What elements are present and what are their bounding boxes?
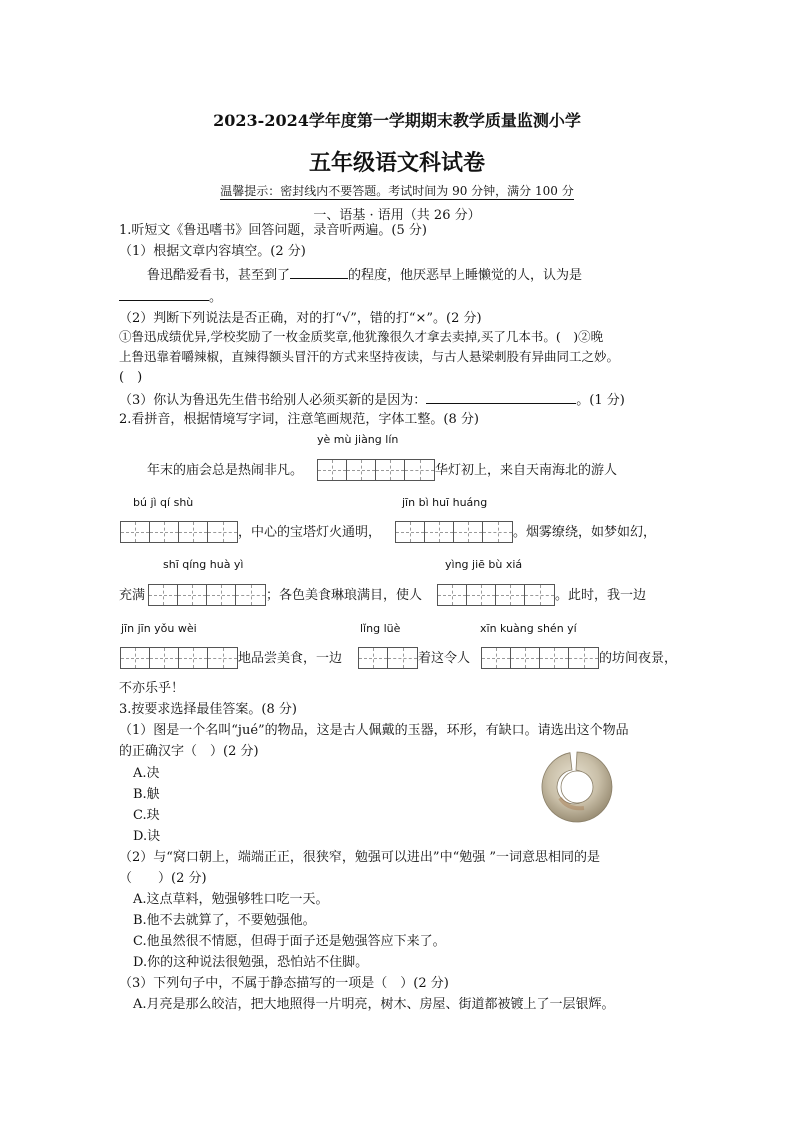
char-grid[interactable] [358,647,418,669]
pinyin: xīn kuàng shén yí [480,622,577,635]
char-grid[interactable] [120,647,238,669]
q2-line3-c: 。此时，我一边 [555,588,647,603]
option-c[interactable]: C.玦 [133,808,160,823]
char-grid[interactable] [395,521,513,543]
option-c[interactable]: C.他虽然很不情愿，但碍于面子还是勉强答应下来了。 [133,934,446,949]
pinyin: yè mù jiàng lín [317,433,399,446]
char-grid[interactable] [437,584,555,606]
option-b[interactable]: B.他不去就算了，不要勉强他。 [133,913,316,928]
q2-line4-c: 的坊间夜景， [599,651,678,666]
q1-part3: （3）你认为鲁迅先生借书给别人必须买新的是因为： 。(1 分) [119,389,625,411]
q2-line1-b: 华灯初上，来自天南海北的游人 [435,463,618,478]
pinyin: jīn jīn yǒu wèi [121,622,197,635]
q1-part2-line3: ( ) [119,370,143,385]
exam-header-title: 2023-2024学年度第一学期期末教学质量监测小学 [213,111,581,130]
pinyin: shī qíng huà yì [163,558,244,571]
char-grid[interactable] [317,459,435,481]
q3-s2-line2: （ ）(2 分) [119,871,207,886]
q2-line1-a: 年末的庙会总是热闹非凡。 [147,463,304,478]
pinyin: yìng jiē bù xiá [445,558,523,571]
q2-line3-b: ；各色美食琳琅满目，使人 [266,588,423,603]
q2-title: 2.看拼音，根据情境写字词，注意笔画规范，字体工整。(8 分) [119,412,479,427]
answer-blank[interactable] [119,286,209,301]
option-d[interactable]: D.你的这种说法很勉强，恐怕站不住脚。 [133,955,369,970]
pinyin: lǐng lüè [360,622,401,635]
option-b[interactable]: B.觖 [133,787,160,802]
q2-line4-a: 地品尝美食，一边 [238,651,343,666]
option-a[interactable]: A.月亮是那么皎洁，把大地照得一片明亮，树木、房屋、街道都被镀上了一层银辉。 [133,997,615,1012]
answer-blank[interactable] [290,264,348,279]
section-heading: 一、语基 · 语用（共 26 分） [313,208,481,223]
q2-line3-a: 充满 [119,588,146,603]
q2-line2-a: ，中心的宝塔灯火通明， [238,525,382,540]
q3-s3-line1: （3）下列句子中，不属于静态描写的一项是（ ）(2 分) [119,976,449,991]
pinyin: jīn bì huī huáng [402,496,488,509]
char-grid[interactable] [120,521,238,543]
q1-part1-title: （1）根据文章内容填空。(2 分) [119,244,306,259]
q2-line2-b: 。烟雾缭绕，如梦如幻， [513,525,657,540]
q1-part2-line1: ①鲁迅成绩优异,学校奖励了一枚金质奖章,他犹豫很久才拿去卖掉,买了几本书。( )②晚 [119,329,604,344]
pinyin: bú jì qí shù [133,496,194,509]
q1-title: 1.听短文《鲁迅嗜书》回答问题，录音听两遍。(5 分) [119,223,427,238]
warm-tip: 温馨提示：密封线内不要答题。考试时间为 90 分钟，满分 100 分 [220,184,574,198]
char-grid[interactable] [148,584,266,606]
exam-subject-title: 五年级语文科试卷 [308,150,485,176]
option-a[interactable]: A.这点草料，勉强够牲口吃一天。 [133,892,329,907]
q1-part2-line2: 上鲁迅靠着嚼辣椒，直辣得额头冒汗的方式来坚持夜读，与古人悬梁刺股有异曲同工之妙。 [119,349,620,364]
q3-s1-line2: 的正确汉字（ ）(2 分) [119,744,259,759]
q2-line5: 不亦乐乎！ [119,681,185,696]
q3-title: 3.按要求选择最佳答案。(8 分) [119,702,297,717]
char-grid[interactable] [481,647,599,669]
jade-jue-image [538,748,616,826]
q1-part1-line: 鲁迅酷爱看书，甚至到了 的程度，他厌恶早上睡懒觉的人，认为是 [147,264,582,286]
option-a[interactable]: A.决 [133,766,160,781]
q3-s2-line1: （2）与“窝口朝上，端端正正，很狭窄，勉强可以进出”中“勉强 ”一词意思相同的是 [119,850,600,865]
answer-blank[interactable] [426,389,576,404]
q2-line4-b: 着这令人 [418,651,471,666]
q3-s1-line1: （1）图是一个名叫“jué”的物品，这是古人佩戴的玉器，环形，有缺口。请选出这个物品 [119,723,629,738]
q1-part2-title: （2）判断下列说法是否正确，对的打“√”，错的打“×”。(2 分) [119,311,482,326]
q1-part1-line2: 。 [119,286,222,308]
option-d[interactable]: D.诀 [133,829,161,844]
